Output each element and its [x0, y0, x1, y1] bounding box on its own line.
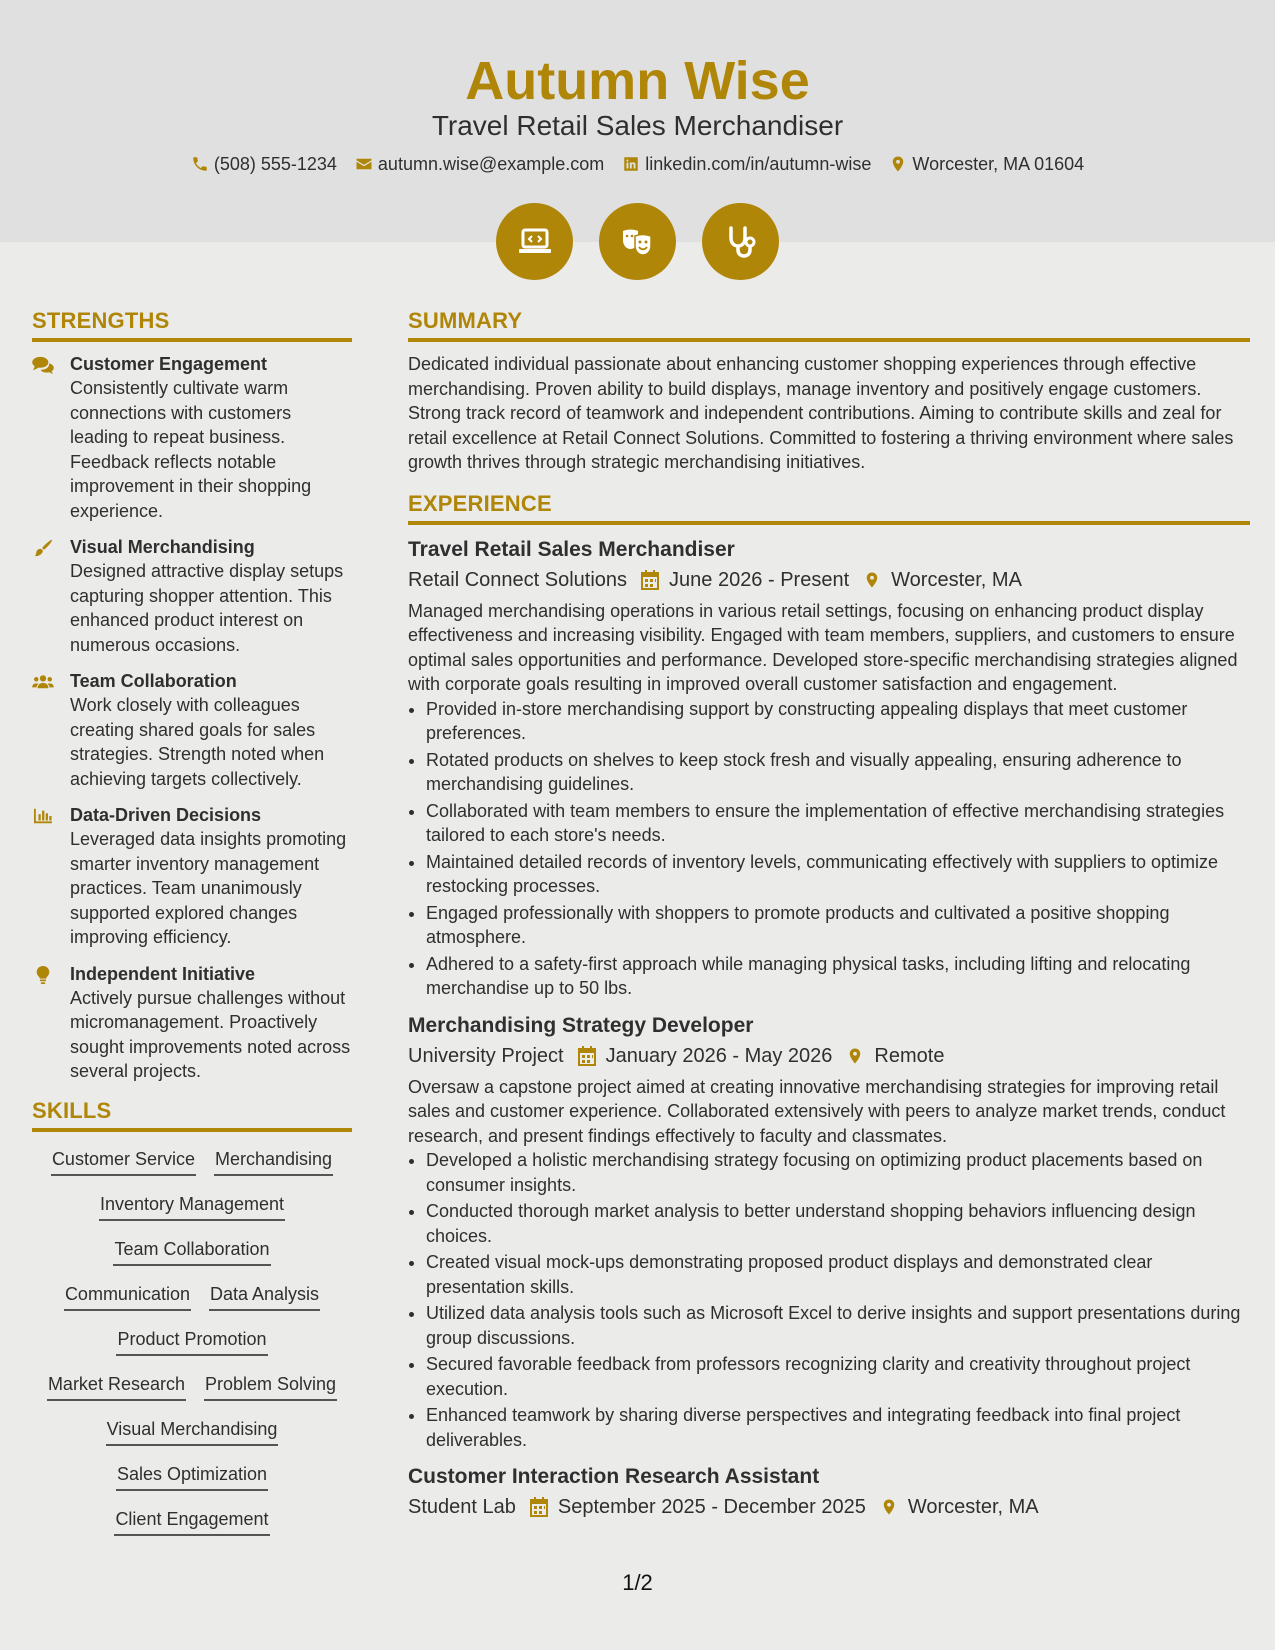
job-entry — [408, 535, 1250, 1001]
skill-tag: Team Collaboration — [113, 1236, 270, 1266]
job-role: Customer Interaction Research Assistant — [408, 1465, 820, 1488]
strength-title: Visual Merchandising — [70, 537, 255, 557]
strength-item — [32, 352, 352, 523]
summary-heading: SUMMARY — [408, 306, 1250, 342]
strength-title: Independent Initiative — [70, 963, 256, 984]
left-column — [32, 306, 352, 1551]
bullet-item: • Collaborated with team members to ensure the implementation of effective merchandising strategies tailored to each store's needs. — [426, 799, 1250, 848]
strength-item — [32, 803, 352, 950]
experience-heading: EXPERIENCE — [408, 489, 1250, 525]
skill-tag: Sales Optimization — [116, 1461, 268, 1491]
job-dates: June 2026 - Present — [669, 568, 850, 591]
contact-phone[interactable] — [191, 151, 337, 177]
job-description: Oversaw a capstone project aimed at creating innovative merchandising strategies for improving retail sales and customer experience. Collaborated extensively with peers to analyze market trends, conduct research, and present findings effectively to faculty and classmates. — [408, 1076, 1226, 1146]
map-marker-icon — [889, 155, 907, 173]
bullet-item: • Maintained detailed records of inventory levels, communicating effectively with suppliers to optimize restocking processes. — [426, 850, 1250, 899]
skill-tag: Communication — [64, 1281, 191, 1311]
strength-item — [32, 669, 352, 791]
envelope-icon — [355, 155, 373, 173]
skill-tag: Problem Solving — [204, 1371, 337, 1401]
job-location: Worcester, MA — [907, 1496, 1039, 1518]
bullet-item: • Rotated products on shelves to keep stock fresh and visually appealing, ensuring adherence to merchandising guidelines. — [426, 748, 1250, 797]
contact-bar — [0, 151, 1275, 177]
skill-tag: Market Research — [47, 1371, 186, 1401]
location-text: Worcester, MA 01604 — [912, 154, 1085, 174]
job-meta — [408, 1492, 1250, 1522]
calendar-icon — [578, 1046, 596, 1066]
strength-desc: Work closely with colleagues creating shared goals for sales strategies. Strength noted when achieving targets collectively. — [70, 695, 325, 789]
job-meta — [408, 1041, 1250, 1071]
map-marker-icon — [880, 1497, 898, 1517]
job-company: Student Lab — [408, 1496, 516, 1518]
skill-tag: Client Engagement — [114, 1506, 269, 1536]
chart-bar-icon — [32, 807, 54, 825]
contact-location — [889, 151, 1084, 177]
linkedin-icon — [622, 155, 640, 173]
job-dates: January 2026 - May 2026 — [605, 1044, 833, 1067]
job-bullets — [408, 697, 1250, 1001]
laptop-code-icon — [496, 203, 573, 280]
bullet-item: • Utilized data analysis tools such as Microsoft Excel to derive insights and support presentations during group discussions. — [426, 1301, 1250, 1350]
map-marker-icon — [846, 1046, 864, 1066]
job-company: University Project — [408, 1044, 564, 1067]
skill-tag: Visual Merchandising — [106, 1416, 279, 1446]
job-location: Worcester, MA — [891, 568, 1022, 591]
skill-tag: Customer Service — [51, 1146, 196, 1176]
job-bullets — [408, 1148, 1250, 1452]
candidate-name: Autumn Wise — [465, 51, 810, 111]
strength-title: Data-Driven Decisions — [70, 805, 262, 825]
bullet-item: • Secured favorable feedback from professors recognizing clarity and creativity throughout project execution. — [426, 1352, 1250, 1401]
strengths-heading: STRENGTHS — [32, 306, 352, 342]
skills-heading: SKILLS — [32, 1096, 352, 1132]
right-column — [408, 306, 1250, 1532]
strength-item — [32, 962, 352, 1084]
phone-text: (508) 555-1234 — [213, 154, 337, 174]
linkedin-text: linkedin.com/in/autumn-wise — [645, 154, 872, 174]
bullet-item: • Enhanced teamwork by sharing diverse perspectives and integrating feedback into final project deliverables. — [426, 1403, 1250, 1452]
summary-text: Dedicated individual passionate about enhancing customer shopping experiences through effective merchandising. Proven ability to build displays, manage inventory and positively engage customers. Strong track record of teamwork and independent contributions. Aiming to contribute skills and zeal for retail excellence at Retail Connect Solutions. Committed to fostering a thriving environment where sales growth thrives through strategic merchandising initiatives. — [408, 354, 1234, 472]
lightbulb-icon — [32, 966, 54, 984]
interest-icons — [0, 203, 1275, 280]
bullet-item: • Engaged professionally with shoppers to promote products and cultivated a positive shopping atmosphere. — [426, 901, 1250, 950]
stethoscope-icon — [702, 203, 779, 280]
job-location: Remote — [874, 1044, 945, 1067]
skill-tag: Product Promotion — [116, 1326, 267, 1356]
strength-title: Customer Engagement — [70, 354, 268, 374]
page-number: 1/2 — [622, 1570, 653, 1595]
job-entry — [408, 1462, 1250, 1522]
phone-icon — [191, 155, 209, 173]
calendar-icon — [530, 1497, 548, 1517]
skill-tag: Data Analysis — [209, 1281, 320, 1311]
strength-desc: Actively pursue challenges without micromanagement. Proactively sought improvements noted across several projects. — [70, 987, 351, 1081]
job-meta — [408, 565, 1250, 595]
strength-item — [32, 535, 352, 657]
bullet-item: • Conducted thorough market analysis to better understand shopping behaviors influencing design choices. — [426, 1199, 1250, 1248]
bullet-item: • Developed a holistic merchandising strategy focusing on optimizing product placements based on consumer insights. — [426, 1148, 1250, 1197]
email-text: autumn.wise@example.com — [377, 154, 605, 174]
job-entry — [408, 1011, 1250, 1453]
contact-linkedin[interactable] — [622, 151, 871, 177]
bullet-item: • Provided in-store merchandising support by constructing appealing displays that meet customer preferences. — [426, 697, 1250, 746]
bullet-item: • Created visual mock-ups demonstrating proposed product displays and demonstrated clear presentation skills. — [426, 1250, 1250, 1299]
comments-icon — [32, 356, 54, 374]
bullet-item: • Adhered to a safety-first approach while managing physical tasks, including lifting and relocating merchandise up to 50 lbs. — [426, 952, 1250, 1001]
job-dates: September 2025 - December 2025 — [557, 1496, 866, 1518]
skill-tag: Merchandising — [214, 1146, 333, 1176]
job-company: Retail Connect Solutions — [408, 568, 628, 591]
map-marker-icon — [863, 570, 881, 590]
strength-desc: Consistently cultivate warm connections with customers leading to repeat business. Feedback reflects notable improvement in their shopping experience. — [70, 378, 312, 521]
contact-email[interactable] — [355, 151, 604, 177]
users-icon — [32, 673, 54, 691]
strength-desc: Designed attractive display setups capturing shopper attention. This enhanced product interest on numerous occasions. — [70, 561, 344, 655]
skills-list — [32, 1142, 352, 1551]
job-description: Managed merchandising operations in various retail settings, focusing on enhancing product display effectiveness and increasing visibility. Engaged with team members, suppliers, and customers to ensure optimal sales opportunities and performance. Developed store-specific merchandising strategies aligned with corporate goals resulting in improved overall customer satisfaction and engagement. — [408, 600, 1238, 694]
paint-brush-icon — [32, 539, 54, 557]
theater-masks-icon — [599, 203, 676, 280]
candidate-title: Travel Retail Sales Merchandiser — [431, 110, 844, 141]
strength-desc: Leveraged data insights promoting smarter inventory management practices. Team unanimously supported explored changes improving efficiency. — [70, 829, 347, 947]
skill-tag: Inventory Management — [99, 1191, 285, 1221]
calendar-icon — [641, 570, 659, 590]
job-role: Merchandising Strategy Developer — [408, 1013, 754, 1037]
strength-title: Team Collaboration — [70, 671, 237, 691]
job-role: Travel Retail Sales Merchandiser — [408, 537, 735, 561]
